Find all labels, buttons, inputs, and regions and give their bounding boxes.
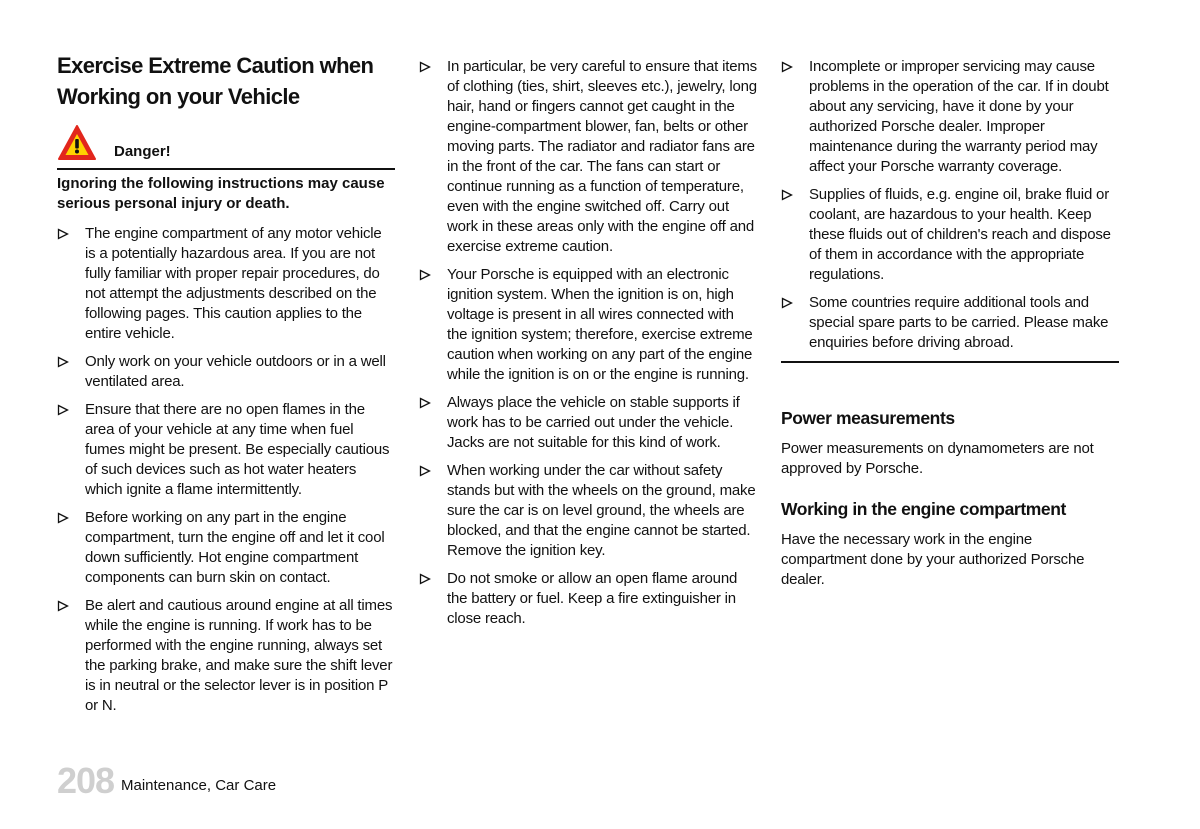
footer-section-title: Maintenance, Car Care <box>121 777 277 794</box>
caution-list-right <box>781 57 1119 361</box>
list-item-text: Always place the vehicle on stable supports if work has to be carried out under the vehicle. Jacks are not suitable for this kind of work. <box>447 394 740 451</box>
engine-compartment-text: Have the necessary work in the engine compartment done by your authorized Porsche dealer. <box>781 531 1085 588</box>
list-item-text: The engine compartment of any motor vehicle is a potentially hazardous area. If you are not fully familiar with proper repair procedures, do not attempt the adjustments described on the following pages. This caution applies to the entire vehicle. <box>85 225 382 342</box>
caution-list-left <box>57 224 395 724</box>
danger-notice <box>57 124 395 170</box>
bullet-triangle-icon <box>57 404 69 416</box>
list-item-text: Do not smoke or allow an open flame around the battery or fuel. Keep a fire extinguisher in close reach. <box>447 570 738 627</box>
list-item-text: Your Porsche is equipped with an electronic ignition system. When the ignition is on, high voltage is present in all wires connected with the ignition system; therefore, exercise extreme caution when working on any part of the engine while the ignition is on or the engine is running. <box>447 266 753 383</box>
list-item-text: When working under the car without safety stands but with the wheels on the ground, make sure the car is on level ground, the wheels are blocked, and that the engine cannot be started. Remove the ignition key. <box>447 462 756 559</box>
list-item <box>419 265 757 385</box>
bullet-triangle-icon <box>419 61 431 73</box>
list-item-text: Be alert and cautious around engine at all times while the engine is running. If work has to be performed with the engine running, always set the parking brake, and make sure the shift lever is in neutral or the selector lever is in position P or N. <box>85 597 393 714</box>
bullet-triangle-icon <box>57 356 69 368</box>
page-number: 208 <box>57 760 115 801</box>
list-item <box>781 293 1119 353</box>
list-item <box>419 57 757 257</box>
bullet-triangle-icon <box>57 600 69 612</box>
list-item-text: Only work on your vehicle outdoors or in a well ventilated area. <box>85 353 386 390</box>
bullet-triangle-icon <box>419 397 431 409</box>
danger-label: Danger! <box>114 143 171 160</box>
list-item <box>419 393 757 453</box>
list-item <box>781 57 1119 177</box>
bullet-triangle-icon <box>57 512 69 524</box>
bullet-triangle-icon <box>419 573 431 585</box>
danger-warning-text: Ignoring the following instructions may cause serious personal injury or death. <box>57 175 385 212</box>
bullet-triangle-icon <box>57 228 69 240</box>
power-measurements-heading: Power measurements <box>781 408 955 428</box>
list-item-text: Ensure that there are no open flames in the area of your vehicle at any time when fuel fumes might be present. Be especially cautious of such devices such as hot water heaters which ignite a flame intermittently. <box>85 401 390 498</box>
page-title: Exercise Extreme Caution when Working on your Vehicle <box>57 53 374 109</box>
list-item-text: Incomplete or improper servicing may cause problems in the operation of the car. If in doubt about any servicing, have it done by your authorized Porsche dealer. Improper maintenance during the warranty period may affect your Porsche warranty coverage. <box>809 58 1109 175</box>
list-item <box>419 569 757 629</box>
list-item <box>57 352 395 392</box>
caution-list-middle <box>419 57 757 637</box>
list-item <box>57 400 395 500</box>
list-item <box>57 596 395 716</box>
bullet-triangle-icon <box>781 297 793 309</box>
list-item <box>57 224 395 344</box>
section-divider <box>781 361 1119 363</box>
list-item-text: Before working on any part in the engine compartment, turn the engine off and let it cool down sufficiently. Hot engine compartment components can burn skin on contact. <box>85 509 385 586</box>
list-item-text: Supplies of fluids, e.g. engine oil, brake fluid or coolant, are hazardous to your health. Keep these fluids out of children's reach and dispose of them in accordance with the appropriate regulations. <box>809 186 1111 283</box>
warning-triangle-icon <box>57 124 97 162</box>
bullet-triangle-icon <box>419 269 431 281</box>
engine-compartment-heading: Working in the engine compartment <box>781 499 1066 519</box>
list-item <box>781 185 1119 285</box>
list-item <box>419 461 757 561</box>
list-item-text: In particular, be very careful to ensure that items of clothing (ties, shirt, sleeves etc.), jewelry, long hair, hand or fingers cannot get caught in the engine-compartment blower, fan, belts or other moving parts. The radiator and radiator fans are in the front of the car. The fans can start or continue running as a function of temperature, even with the engine switched off. Carry out work in these areas only with the engine off and exercise extreme caution. <box>447 58 757 255</box>
bullet-triangle-icon <box>781 189 793 201</box>
list-item <box>57 508 395 588</box>
bullet-triangle-icon <box>781 61 793 73</box>
list-item-text: Some countries require additional tools and special spare parts to be carried. Please make enquiries before driving abroad. <box>809 294 1109 351</box>
bullet-triangle-icon <box>419 465 431 477</box>
power-measurements-text: Power measurements on dynamometers are not approved by Porsche. <box>781 440 1094 477</box>
